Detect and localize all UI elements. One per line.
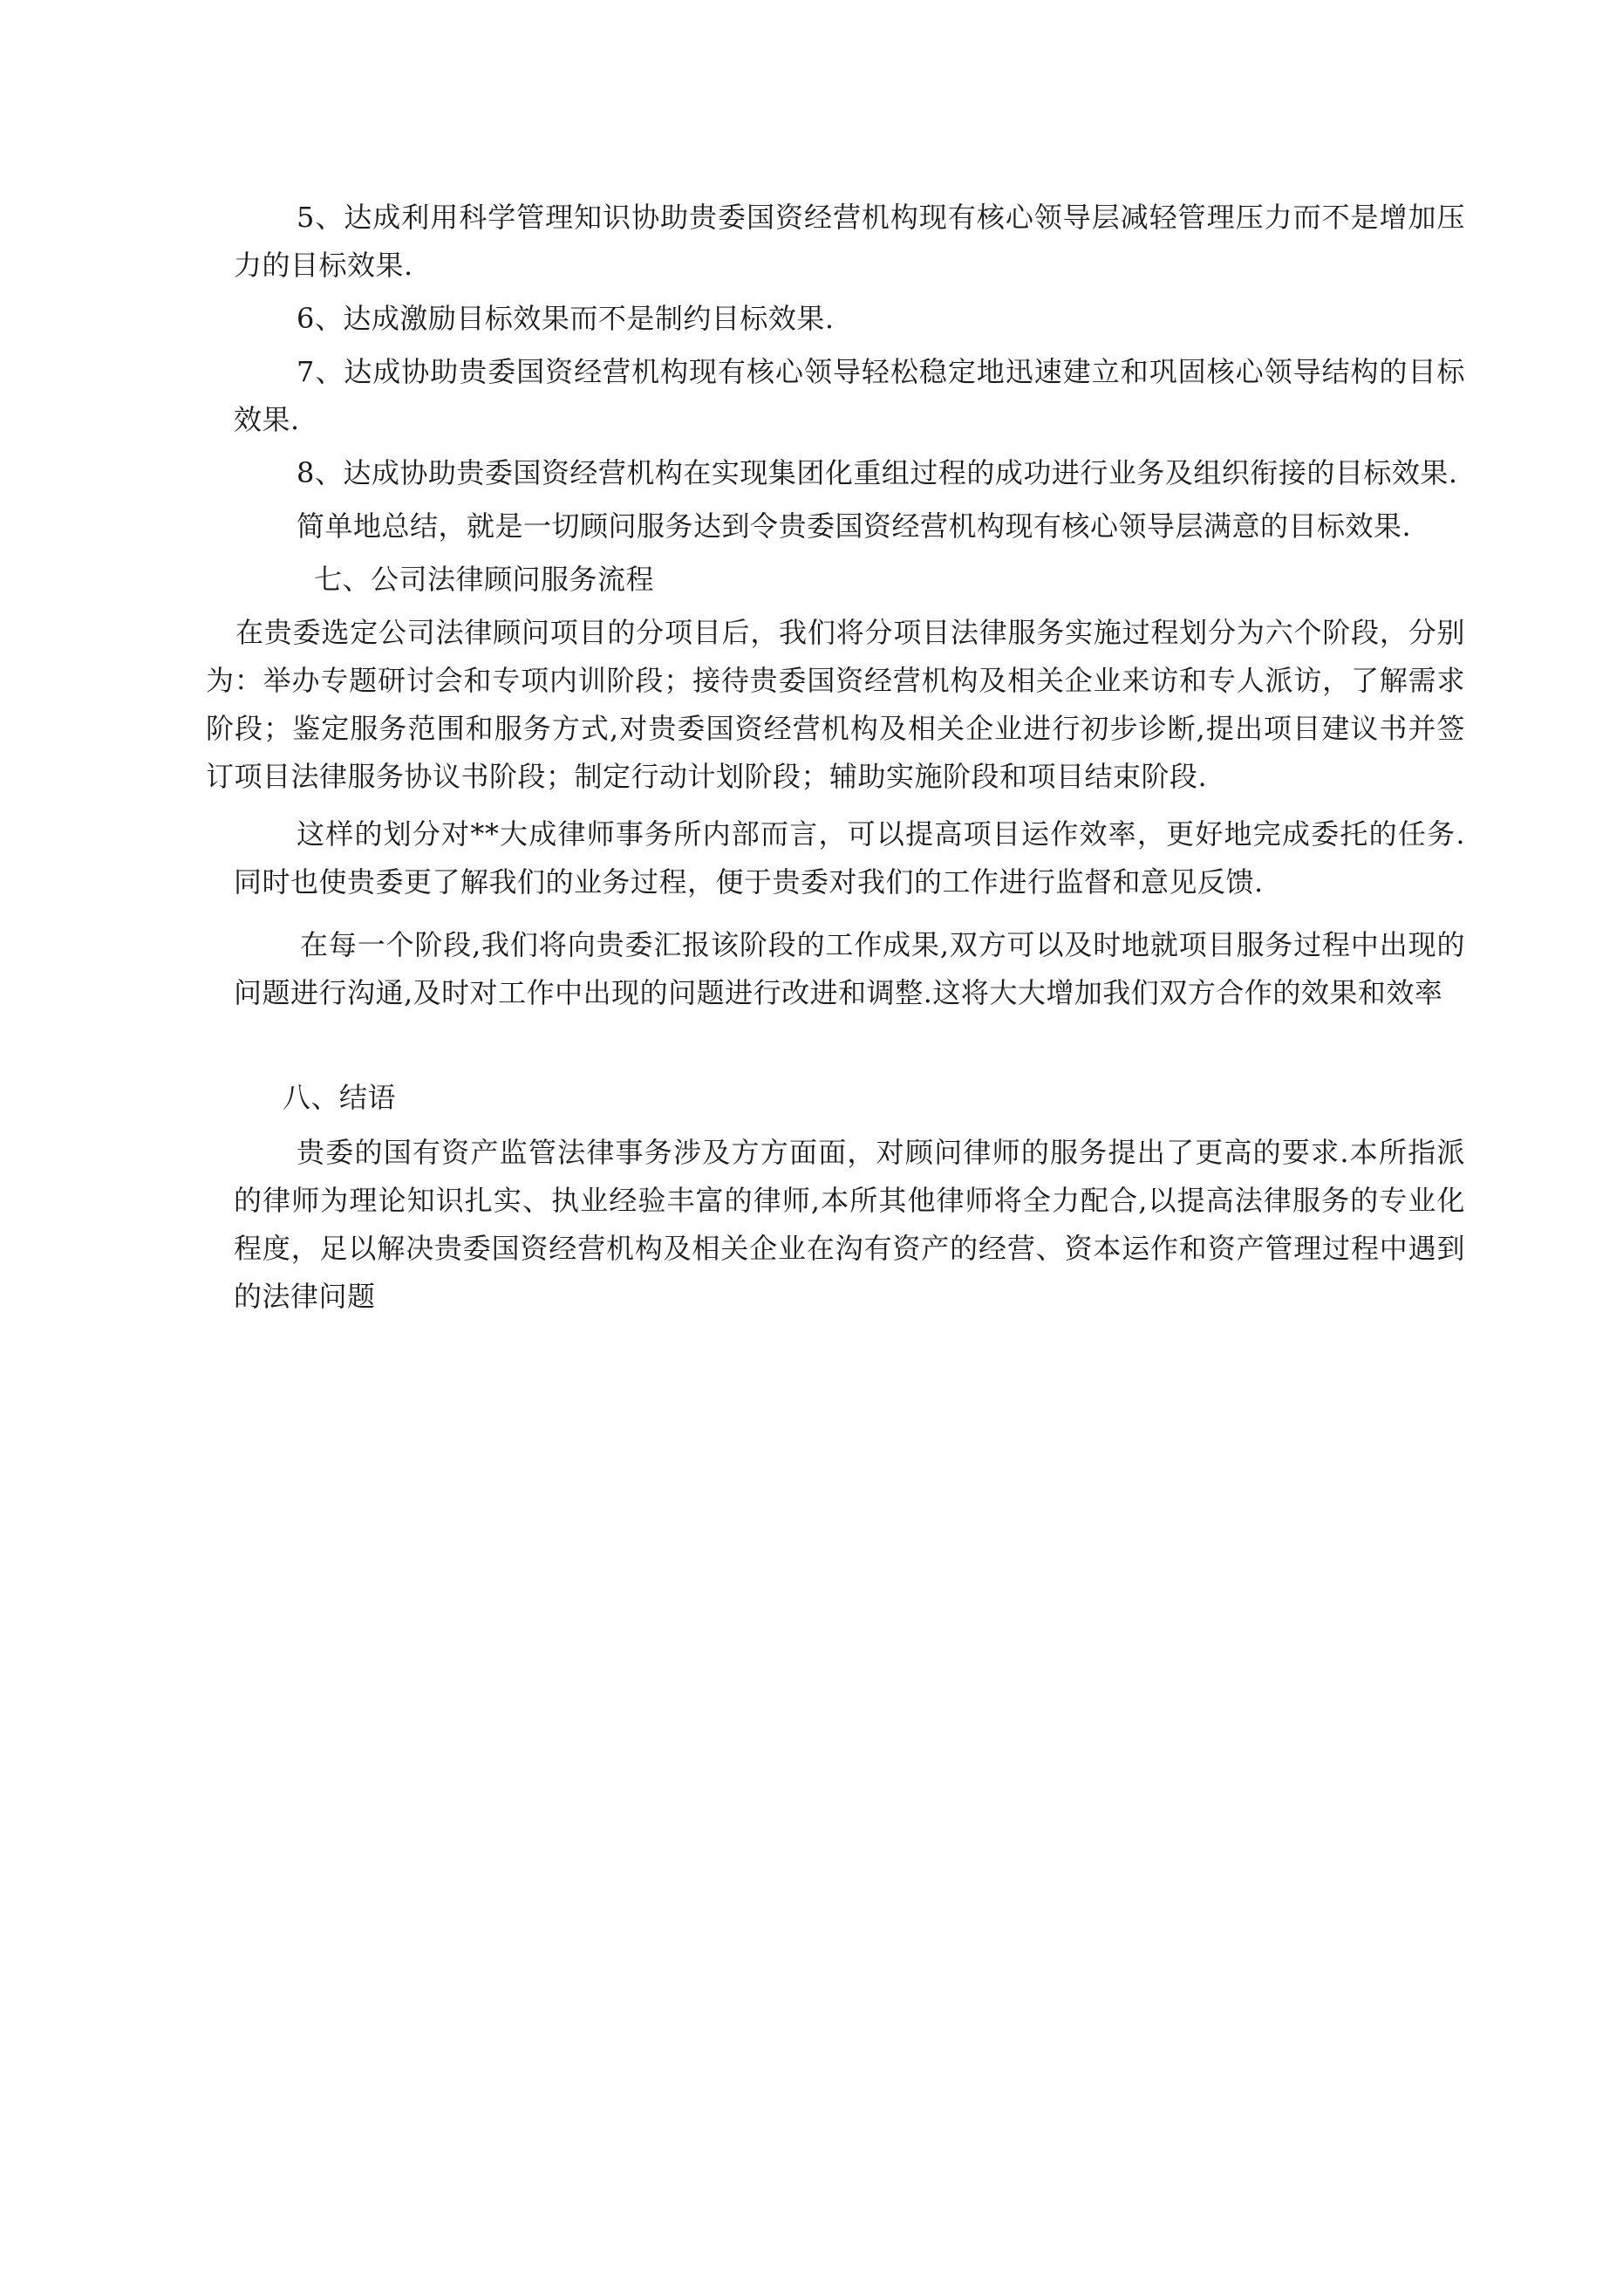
goal-item-6: 6、达成激励目标效果而不是制约目标效果. [297, 302, 835, 335]
section-8-conclusion: 贵委的国有资产监管法律事务涉及方方面面，对顾问律师的服务提出了更高的要求.本所指派的律师为理论知识扎实、执业经验丰富的律师,本所其他律师将全力配合,以提高法律服务的专业化程度，足以解决贵委国资经营机构及相关企业在沟有资产的经营、资本运作和资产管理过程中遇到的法律问题 [234, 1136, 1465, 1313]
goal-item-5: 5、达成利用科学管理知识协助贵委国资经营机构现有核心领导层减轻管理压力而不是增加压力的目标效果. [234, 201, 1465, 282]
goal-summary: 简单地总结，就是一切顾问服务达到令贵委国资经营机构现有核心领导层满意的目标效果. [297, 509, 1412, 543]
section-7-stage-paragraph: 在每一个阶段,我们将向贵委汇报该阶段的工作成果,双方可以及时地就项目服务过程中出现的问题进行沟通,及时对工作中出现的问题进行改进和调整.这将大大增加我们双方合作的效果和效率 [234, 928, 1465, 1009]
section-8-heading: 八、结语 [283, 1081, 397, 1114]
goal-item-7: 7、达成协助贵委国资经营机构现有核心领导轻松稳定地迅速建立和巩固核心领导结构的目标效果. [234, 355, 1465, 436]
document-body [206, 194, 1465, 1321]
section-7-heading: 七、公司法律顾问服务流程 [314, 563, 655, 596]
section-7-division-paragraph: 这样的划分对**大成律师事务所内部而言，可以提高项目运作效率，更好地完成委托的任务.同时也使贵委更了解我们的业务过程，便于贵委对我们的工作进行监督和意见反馈. [234, 817, 1465, 899]
goal-item-8: 8、达成协助贵委国资经营机构在实现集团化重组过程的成功进行业务及组织衔接的目标效果. [297, 456, 1458, 489]
section-7-flow-paragraph: 在贵委选定公司法律顾问项目的分项目后，我们将分项目法律服务实施过程划分为六个阶段，分别为：举办专题研讨会和专项内训阶段；接待贵委国资经营机构及相关企业来访和专人派访，了解需求阶段；鉴定服务范围和服务方式,对贵委国资经营机构及相关企业进行初步诊断,提出项目建议书并签订项目法律服务协议书阶段；制定行动计划阶段；辅助实施阶段和项目结束阶段. [206, 616, 1465, 793]
